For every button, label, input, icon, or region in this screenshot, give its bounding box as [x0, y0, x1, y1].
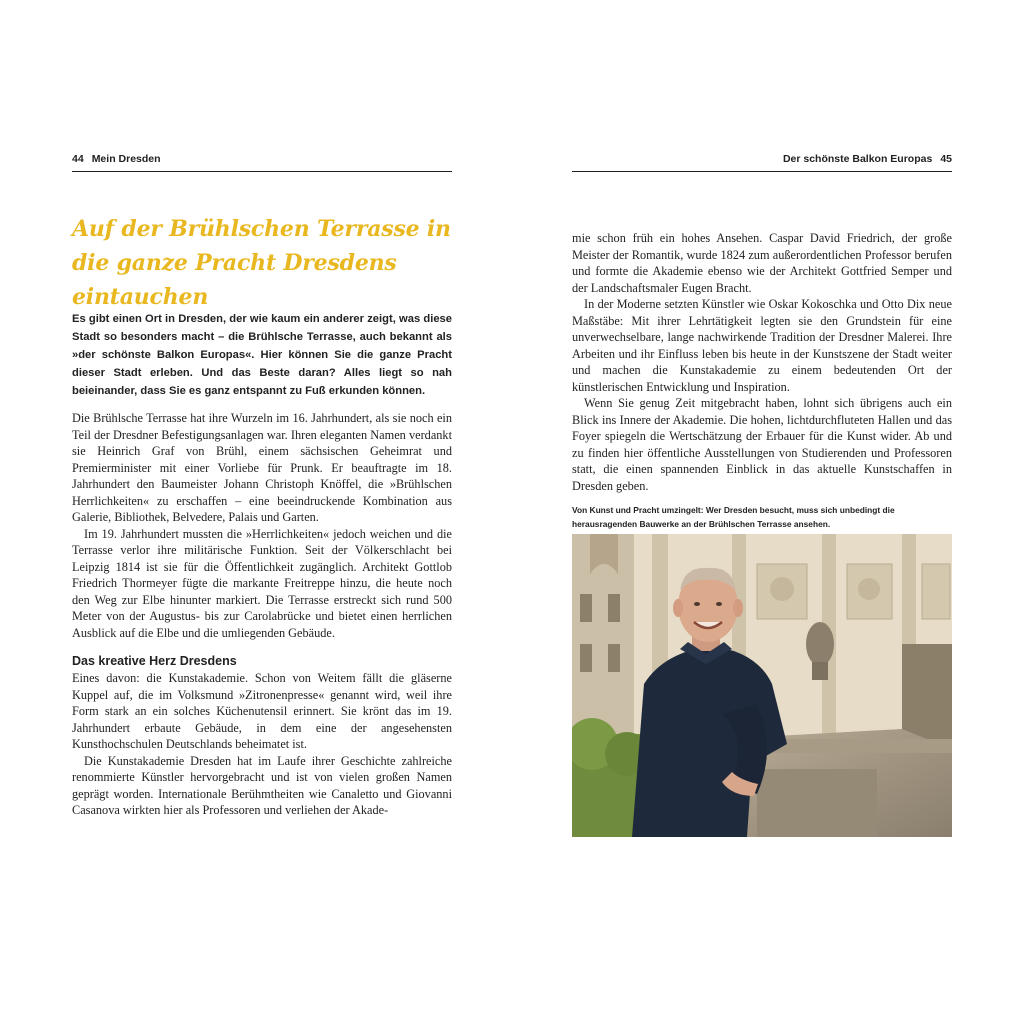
- body-paragraph: Eines davon: die Kunstakademie. Schon von Weitem fällt die gläserne Kuppel auf, die im Volksmund »Zitronenpresse« genannt wird, weil ihre Form stark an ein solches Küchenutensil erinnert. Sie krönt das im 19. Jahrhundert erbaute Gebäude, in dem eine der angesehensten Kunsthochschulen Deutschlands beheimatet ist.: [72, 671, 452, 751]
- photo-caption: Von Kunst und Pracht umzingelt: Wer Dresden besucht, muss sich unbedingt die herausragenden Bauwerke an der Brühlschen Terrasse ansehen.: [572, 505, 895, 529]
- section-subheading: Das kreative Herz Dresdens: [72, 654, 237, 668]
- running-head-left-text: Mein Dresden: [91, 153, 161, 165]
- page-number-left: 44: [72, 153, 84, 165]
- running-head-left: [72, 153, 452, 172]
- page-number-right: 45: [940, 153, 952, 165]
- body-paragraph: In der Moderne setzten Künstler wie Oskar Kokoschka und Otto Dix neue Maßstäbe: Mit ihrer Lehrtätigkeit legten sie den Grundstein für eine unverwechselbare, lange nachwirkende Tradition der Dresdner Malerei. Ihre Arbeiten und ihr Einfluss leben bis heute in der Kunstszene der Stadt weiter und machen die Kunstakademie zu einem bedeutenden Ort der künstlerischen Entwicklung und Inspiration.: [572, 297, 952, 394]
- right-body-text: [572, 230, 952, 494]
- body-paragraph: Die Brühlsche Terrasse hat ihre Wurzeln im 16. Jahrhundert, als sie noch ein Teil der Dresdner Befestigungsanlagen war. Ihren eleganten Namen verdankt sie Heinrich Graf von Brühl, einem sächsischen Geheimrat und Premierminister mit einer Vorliebe für Prunk. Er beauftragte im 18. Jahrhundert den Baumeister Johann Christoph Knöffel, die »Brühlschen Herrlichkeiten« zu erschaffen – eine beeindruckende Kombination aus Galerie, Bibliothek, Belvedere, Palais und Garten.: [72, 411, 452, 524]
- photo-illustration: [572, 534, 952, 837]
- body-paragraph: Wenn Sie genug Zeit mitgebracht haben, lohnt sich übrigens auch ein Blick ins Innere der Akademie. Die hohen, lichtdurchfluteten Hallen und das Foyer spiegeln die Wertschätzung der Erbauer für die Kunst wider. Ab und zu finden hier öffentliche Ausstellungen von Studierenden und Professoren statt, die einen spannenden Einblick in das aktuelle Kunstschaffen in Dresden geben.: [572, 396, 952, 493]
- body-paragraph: mie schon früh ein hohes Ansehen. Caspar David Friedrich, der große Meister der Romantik, wurde 1824 zum außerordentlichen Professor berufen und formte die Akademie ebenso wie der Architekt Gottfried Semper und der Landschaftsmaler Eugen Bracht.: [572, 231, 952, 295]
- left-body-text: [72, 410, 452, 819]
- chapter-title: Auf der Brühlschen Terrasse in die ganze Pracht Dresdens eintauchen: [72, 216, 451, 310]
- lead-paragraph: Es gibt einen Ort in Dresden, der wie kaum ein anderer zeigt, was diese Stadt so besonders macht – die Brühlsche Terrasse, auch bekannt als »der schönste Balkon Europas«. Hier können Sie die ganze Pracht dieser Stadt erleben. Und das Beste daran? Alles liegt so nah beieinander, dass Sie es ganz entspannt zu Fuß erkunden können.: [72, 313, 452, 397]
- right-page: [572, 0, 952, 1024]
- terrace-photo: [572, 534, 952, 837]
- left-page: [72, 0, 452, 1024]
- running-head-right: [572, 153, 952, 172]
- running-head-right-text: Der schönste Balkon Europas: [782, 153, 933, 165]
- body-paragraph: Im 19. Jahrhundert mussten die »Herrlichkeiten« jedoch weichen und die Terrasse verlor ihre militärische Funktion. Seit der Völkerschlacht bei Leipzig 1814 ist sie für die Öffentlichkeit zugänglich. Architekt Gottlob Friedrich Thormeyer fügte die markante Freitreppe hinzu, die heute noch den Weg zur Elbe hinunter markiert. Die Terrasse erstreckt sich rund 500 Meter von der Augustus- bis zur Carolabrücke und bietet einen herrlichen Ausblick auf die Elbe und die umliegenden Gebäude.: [72, 526, 452, 640]
- body-paragraph: Die Kunstakademie Dresden hat im Laufe ihrer Geschichte zahlreiche renommierte Künstler hervorgebracht und ist von vielen großen Namen geprägt worden. Internationale Berühmtheiten wie Canaletto und Giovanni Casanova wirkten hier als Professoren und verliehen der Akade-: [72, 753, 452, 817]
